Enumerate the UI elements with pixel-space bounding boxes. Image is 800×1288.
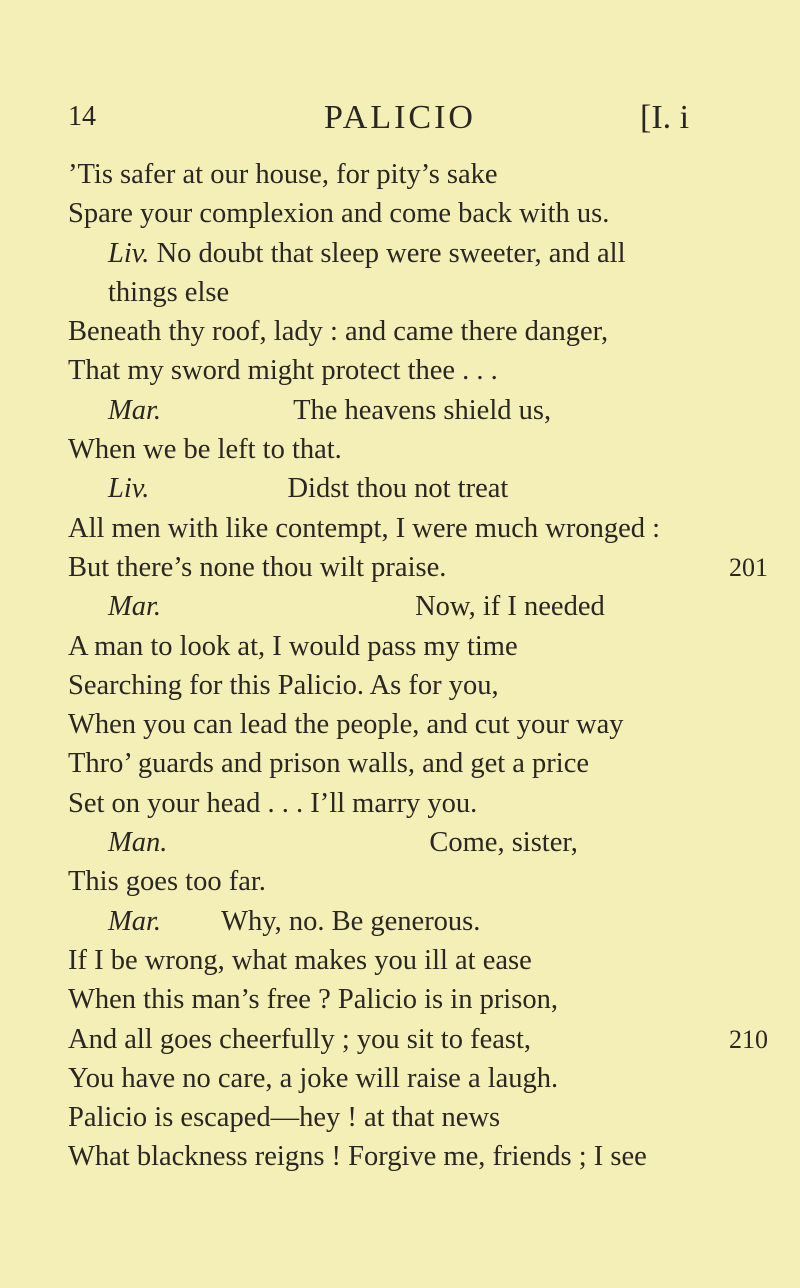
line-text: Come, sister, bbox=[429, 827, 578, 859]
verse-line bbox=[68, 902, 768, 941]
line-text: You have no care, a joke will raise a laugh. bbox=[68, 1062, 559, 1094]
verse-line bbox=[68, 548, 768, 587]
verse-line bbox=[68, 862, 768, 901]
line-text: This goes too far. bbox=[68, 866, 266, 898]
verse-line bbox=[68, 784, 768, 823]
line-text: When you can lead the people, and cut your way bbox=[68, 709, 624, 741]
line-text: Thro’ guards and prison walls, and get a price bbox=[68, 748, 590, 780]
line-text: Didst thou not treat bbox=[287, 473, 509, 505]
speaker-name: Man. bbox=[108, 827, 168, 859]
line-text: What blackness reigns ! Forgive me, friends ; I see bbox=[68, 1141, 647, 1173]
line-text: Spare your complexion and come back with us. bbox=[68, 198, 610, 230]
line-text: No doubt that sleep were sweeter, and all bbox=[156, 237, 626, 269]
line-text: If I be wrong, what makes you ill at ease bbox=[68, 944, 532, 976]
line-text: That my sword might protect thee . . . bbox=[68, 355, 498, 387]
act-scene-marker: [I. i bbox=[640, 99, 690, 136]
verse-line bbox=[68, 194, 768, 233]
line-text: things else bbox=[108, 276, 230, 308]
speaker-name: Mar. bbox=[108, 591, 162, 623]
verse-line bbox=[68, 1020, 768, 1059]
speaker-name: Liv. bbox=[108, 237, 150, 269]
line-text: Searching for this Palicio. As for you, bbox=[68, 669, 499, 701]
verse-line bbox=[68, 509, 768, 548]
verse-line bbox=[68, 430, 768, 469]
line-number: 201 bbox=[729, 552, 768, 582]
verse-line bbox=[68, 941, 768, 980]
speaker-name: Mar. bbox=[108, 394, 162, 426]
speaker-name: Mar. bbox=[108, 905, 162, 937]
line-text: Now, if I needed bbox=[415, 591, 605, 623]
verse-line bbox=[68, 155, 768, 194]
verse-line bbox=[68, 980, 768, 1019]
verse-line bbox=[68, 587, 768, 626]
verse-line bbox=[68, 744, 768, 783]
verse-line bbox=[68, 1059, 768, 1098]
line-text: All men with like contempt, I were much wronged : bbox=[68, 512, 661, 544]
verse-line bbox=[68, 351, 768, 390]
line-text: Why, no. Be generous. bbox=[221, 905, 481, 937]
verse-line bbox=[68, 823, 768, 862]
line-text: Palicio is escaped—hey ! at that news bbox=[68, 1102, 501, 1134]
line-text: When this man’s free ? Palicio is in prison, bbox=[68, 984, 558, 1016]
verse-line bbox=[68, 1137, 768, 1176]
line-number: 210 bbox=[729, 1024, 768, 1054]
speaker-name: Liv. bbox=[108, 473, 150, 505]
verse-text bbox=[68, 155, 768, 1177]
verse-line bbox=[68, 312, 768, 351]
line-text: ’Tis safer at our house, for pity’s sake bbox=[68, 159, 498, 190]
verse-line bbox=[68, 705, 768, 744]
line-text: When we be left to that. bbox=[68, 434, 342, 466]
verse-line bbox=[68, 666, 768, 705]
running-title: PALICIO bbox=[324, 99, 476, 136]
page-number: 14 bbox=[68, 101, 96, 132]
verse-line bbox=[68, 469, 768, 508]
line-text: Set on your head . . . I’ll marry you. bbox=[68, 787, 478, 819]
verse-line bbox=[68, 391, 768, 430]
verse-line bbox=[68, 627, 768, 666]
line-text: Beneath thy roof, lady : and came there danger, bbox=[68, 316, 609, 348]
verse-line bbox=[68, 1098, 768, 1137]
line-text: And all goes cheerfully ; you sit to feast, bbox=[68, 1023, 532, 1055]
verse-line bbox=[68, 234, 768, 273]
verse-line bbox=[68, 273, 768, 312]
line-text: But there’s none thou wilt praise. bbox=[68, 551, 447, 583]
line-text: The heavens shield us, bbox=[293, 394, 552, 426]
line-text: A man to look at, I would pass my time bbox=[68, 630, 518, 662]
